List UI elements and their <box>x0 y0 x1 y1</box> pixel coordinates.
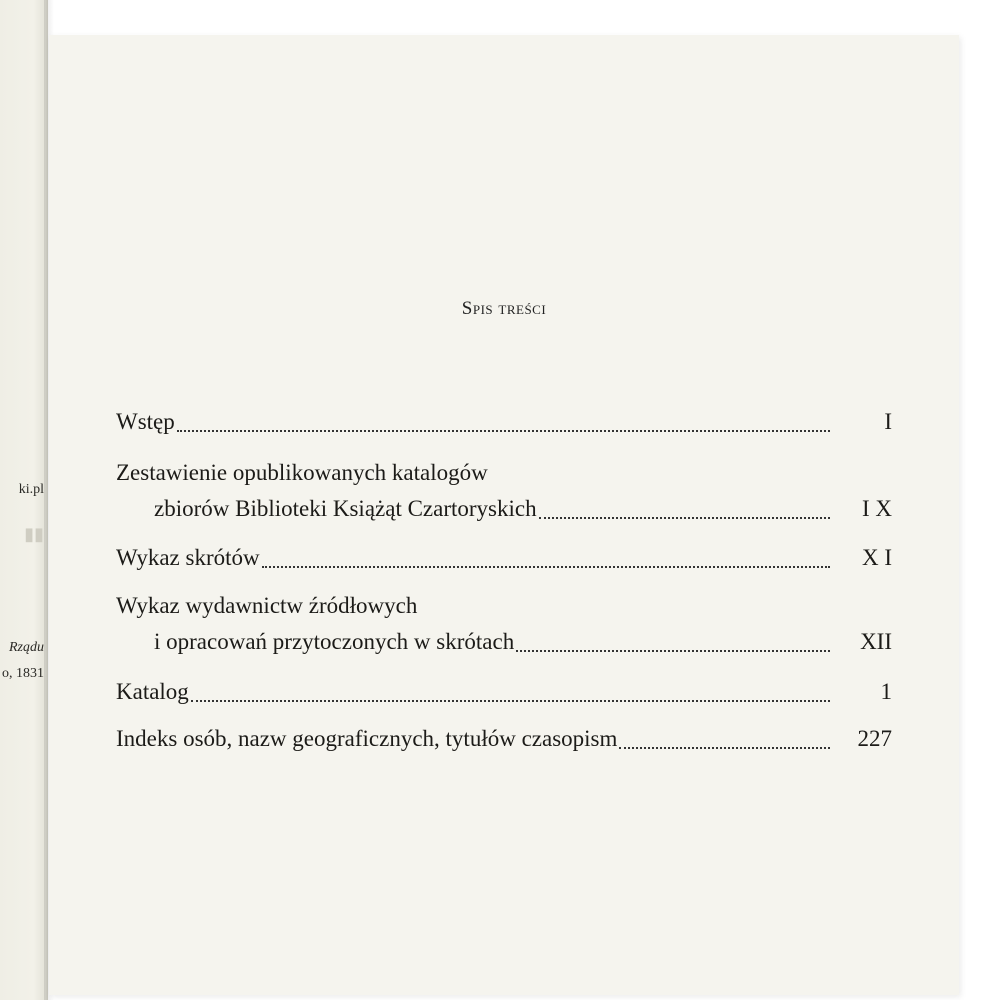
toc-page-number: 227 <box>857 726 892 751</box>
left-page-fragment: o, 1831 <box>2 666 44 681</box>
toc-entry <box>116 543 892 573</box>
toc-entry-title: Wykaz wydawnictw źródłowych <box>116 593 418 618</box>
toc-entry-title: Wstęp <box>116 409 175 434</box>
dot-leader <box>191 700 830 702</box>
book-page <box>49 35 959 995</box>
dot-leader <box>177 430 830 432</box>
toc-entry-title: Katalog <box>116 679 189 704</box>
toc-page-number: I <box>884 409 892 434</box>
toc-entry <box>116 724 892 754</box>
dot-leader <box>516 650 830 652</box>
left-page-faint-mark: ▮▮ <box>24 524 44 544</box>
toc-entry-title: Wykaz skrótów <box>116 545 260 570</box>
toc-entry-title: Indeks osób, nazw geograficznych, tytułów czasopism <box>116 726 618 751</box>
left-page-fragment: ki.pl <box>18 482 44 497</box>
previous-page-edge <box>0 0 48 1000</box>
toc-entry-title-continued: zbiorów Biblioteki Książąt Czartoryskich <box>154 496 537 521</box>
toc-entry <box>116 591 892 657</box>
toc-entry-title: Zestawienie opublikowanych katalogów <box>116 460 488 485</box>
left-page-fragment: Rządu <box>9 640 44 655</box>
dot-leader <box>619 747 830 749</box>
toc-entry <box>116 458 892 524</box>
toc-page-number: I X <box>861 496 892 521</box>
dot-leader <box>262 566 830 568</box>
toc-entry <box>116 677 892 707</box>
toc-page-number: X I <box>861 545 892 570</box>
toc-page-number: 1 <box>880 679 892 704</box>
toc-entry <box>116 407 892 437</box>
toc-page-number: XII <box>860 629 892 654</box>
dot-leader <box>539 517 830 519</box>
page-title: Spis treści <box>461 298 547 319</box>
toc-entry-title-continued: i opracowań przytoczonych w skrótach <box>154 629 515 654</box>
